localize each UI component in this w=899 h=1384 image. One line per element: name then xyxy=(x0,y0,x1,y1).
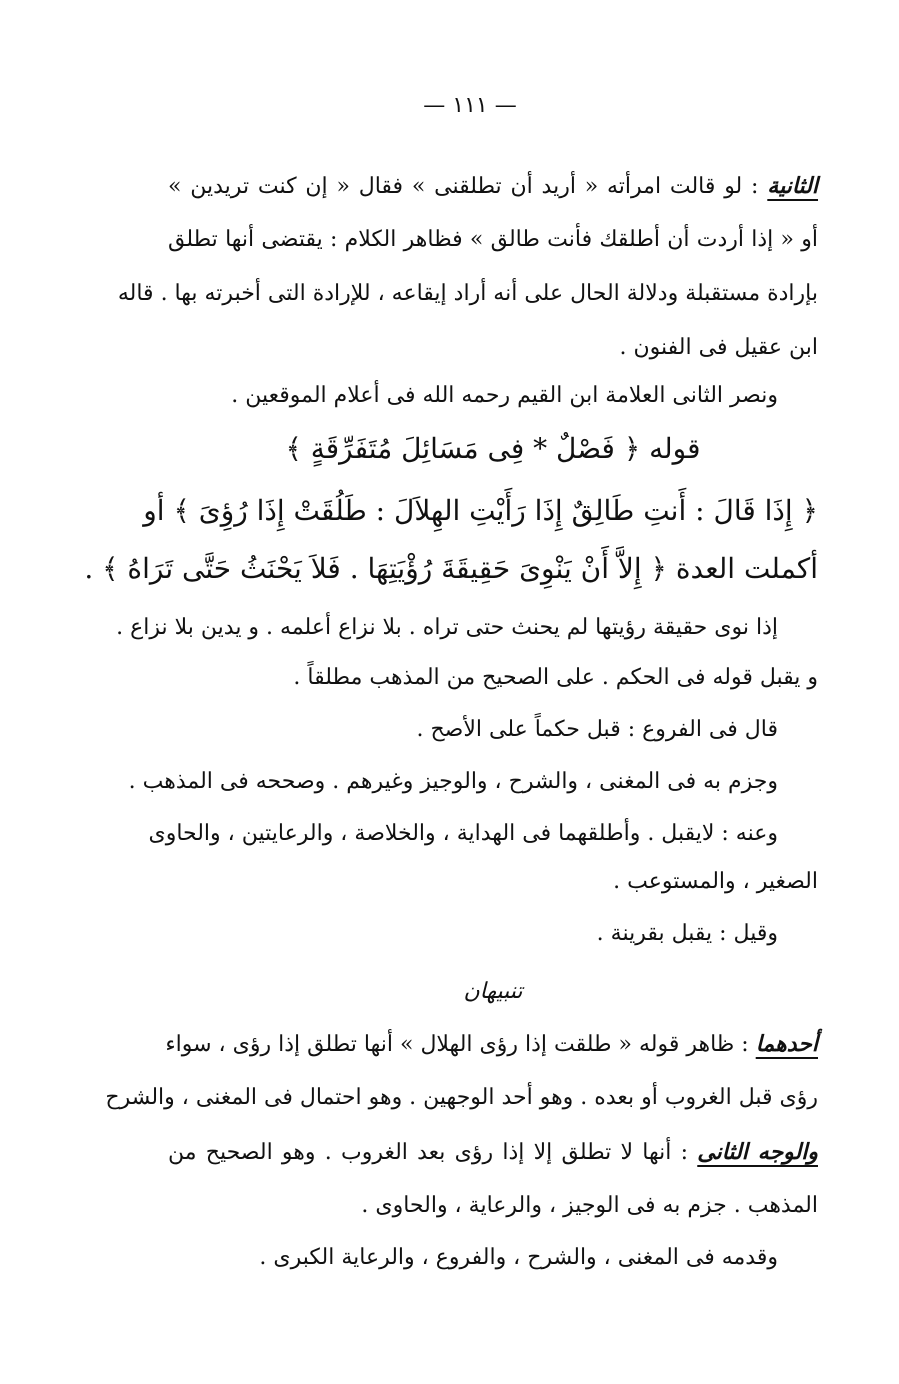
para7-line: وقيل : يقبل بقرينة . xyxy=(596,921,778,946)
para8-line1 xyxy=(165,1024,818,1064)
para6-line2: الصغير ، والمستوعب . xyxy=(613,869,818,894)
matn-line2: أكملت العدة ﴿ إِلاَّ أَنْ يَنْوِىَ حَقِيقَةَ رُؤْيَتِهَا . فَلاَ يَحْنَثُ حَتَّى تَرَاهُ ﴾ . xyxy=(84,552,818,585)
para9-lead: والوجه الثانى xyxy=(697,1139,818,1165)
para8-line2: رؤى قبل الغروب أو بعده . وهو أحد الوجهين . وهو احتمال فى المغنى ، والشرح xyxy=(105,1085,818,1110)
para1-line1 xyxy=(168,166,818,206)
para10-line: وقدمه فى المغنى ، والشرح ، والفروع ، والرعاية الكبرى . xyxy=(259,1245,778,1270)
para3-line2: و يقبل قوله فى الحكم . على الصحيح من المذهب مطلقاً . xyxy=(293,665,818,690)
page-number: — ١١١ — xyxy=(423,93,517,118)
para1-line3: بإرادة مستقبلة ودلالة الحال على أنه أراد إيقاعه ، للإرادة التى أخبرته بها . قاله xyxy=(117,281,818,306)
matn-line1: ﴿ إِذَا قَالَ : أَنتِ طَالِقٌ إِذَا رَأَيْتِ الهِلاَلَ : طَلُقَتْ إِذَا رُؤِىَ ﴾ أو xyxy=(143,494,818,527)
para1-line1-text: : لو قالت امرأته « أريد أن تطلقنى » فقال « إن كنت تريدين » xyxy=(168,174,759,199)
para4-line: قال فى الفروع : قبل حكماً على الأصح . xyxy=(416,717,778,742)
para9-line1-text: : أنها لا تطلق إلا إذا رؤى بعد الغروب . وهو الصحيح من xyxy=(168,1140,689,1165)
para9-line2: المذهب . جزم به فى الوجيز ، والرعاية ، والحاوى . xyxy=(361,1193,818,1218)
para8-lead: أحدهما xyxy=(755,1031,818,1057)
para6-line1: وعنه : لايقبل . وأطلقهما فى الهداية ، والخلاصة ، والرعايتين ، والحاوى xyxy=(148,821,778,846)
para1-line2: أو « إذا أردت أن أطلقك فأنت طالق » فظاهر الكلام : يقتضى أنها تطلق xyxy=(168,227,818,252)
para8-line1-text: : ظاهر قوله « طلقت إذا رؤى الهلال » أنها تطلق إذا رؤى ، سواء xyxy=(165,1032,749,1057)
para2-line: ونصر الثانى العلامة ابن القيم رحمه الله فى أعلام الموقعين . xyxy=(231,383,778,408)
para3-line1: إذا نوى حقيقة رؤيتها لم يحنث حتى تراه . بلا نزاع أعلمه . و يدين بلا نزاع . xyxy=(116,615,778,640)
para5-line: وجزم به فى المغنى ، والشرح ، والوجيز وغيرهم . وصححه فى المذهب . xyxy=(128,769,778,794)
section-title: تنبيهان xyxy=(463,979,523,1004)
para1-line4: ابن عقيل فى الفنون . xyxy=(619,335,818,360)
para9-line1 xyxy=(168,1132,818,1172)
section-heading: قوله ﴿ فَصْلٌ * فِى مَسَائِلَ مُتَفَرِّقَةٍ ﴾ xyxy=(285,432,701,465)
para1-lead: الثانية xyxy=(767,173,819,199)
